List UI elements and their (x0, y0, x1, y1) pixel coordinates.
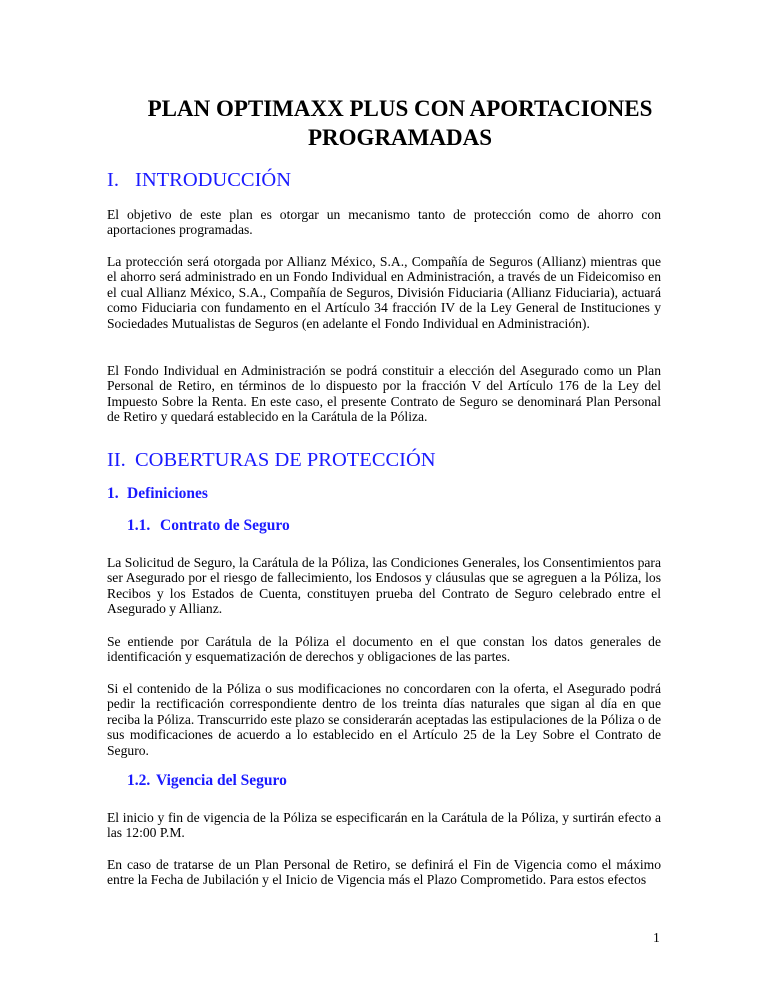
page-number: 1 (653, 930, 660, 945)
item-title: Contrato de Seguro (160, 517, 290, 534)
section-title: COBERTURAS DE PROTECCIÓN (135, 449, 436, 471)
item-number: 1.2. (127, 772, 151, 789)
title-line-2: PROGRAMADAS (308, 125, 492, 150)
paragraph: Si el contenido de la Póliza o sus modificaciones no concordaren con la oferta, el Asegurado podrá pedir la rectificación correspondiente dentro de los treinta días naturales que sigan al día en que reciba la Póliza. Transcurrido este plazo se considerarán aceptadas las estipulaciones de la Póliza o de sus modificaciones de acuerdo a lo establecido en el Artículo 25 de la Ley Sobre el Contrato de Seguro. (107, 681, 661, 758)
item-title: Vigencia del Seguro (156, 772, 287, 789)
paragraph: La protección será otorgada por Allianz México, S.A., Compañía de Seguros (Allianz) mientras que el ahorro será administrado en un Fondo Individual en Administración, a través de un Fideicomiso en el cual Allianz México, S.A., Compañía de Seguros, División Fiduciaria (Allianz Fiduciaria), actuará como Fiduciaria con fundamento en el Artículo 34 fracción IV de la Ley General de Instituciones y Sociedades Mutualistas de Seguros (en adelante el Fondo Individual en Administración). (107, 254, 661, 331)
item-heading-vigencia-del-seguro (127, 771, 287, 791)
section-heading-introduccion (107, 168, 291, 192)
title-line-1: PLAN OPTIMAXX PLUS CON APORTACIONES (147, 96, 653, 121)
subsection-heading-definiciones (107, 484, 208, 504)
subsection-title: Definiciones (127, 485, 208, 502)
section-number: II. (107, 449, 126, 471)
paragraph: El Fondo Individual en Administración se podrá constituir a elección del Asegurado como un Plan Personal de Retiro, en términos de lo dispuesto por la fracción V del Artículo 176 de la Ley del Impuesto Sobre la Renta. En este caso, el presente Contrato de Seguro se denominará Plan Personal de Retiro y quedará establecido en la Carátula de la Póliza. (107, 363, 661, 425)
paragraph: El inicio y fin de vigencia de la Póliza se especificarán en la Carátula de la Póliza, y surtirán efecto a las 12:00 P.M. (107, 810, 661, 841)
document-title (100, 94, 700, 152)
paragraph: La Solicitud de Seguro, la Carátula de la Póliza, las Condiciones Generales, los Consentimientos para ser Asegurado por el riesgo de fallecimiento, los Endosos y cláusulas que se agreguen a la Póliza, los Recibos y los Estados de Cuenta, constituyen prueba del Contrato de Seguro celebrado entre el Asegurado y Allianz. (107, 555, 661, 617)
subsection-number: 1. (107, 485, 119, 502)
section-number: I. (107, 169, 119, 191)
paragraph: En caso de tratarse de un Plan Personal de Retiro, se definirá el Fin de Vigencia como el máximo entre la Fecha de Jubilación y el Inicio de Vigencia más el Plazo Comprometido. Para estos efectos (107, 857, 661, 888)
section-heading-coberturas (107, 448, 436, 472)
item-number: 1.1. (127, 517, 151, 534)
section-title: INTRODUCCIÓN (135, 169, 292, 191)
paragraph: El objetivo de este plan es otorgar un mecanismo tanto de protección como de ahorro con aportaciones programadas. (107, 207, 661, 238)
item-heading-contrato-de-seguro (127, 516, 290, 536)
paragraph: Se entiende por Carátula de la Póliza el documento en el que constan los datos generales de identificación y esquematización de derechos y obligaciones de las partes. (107, 634, 661, 665)
